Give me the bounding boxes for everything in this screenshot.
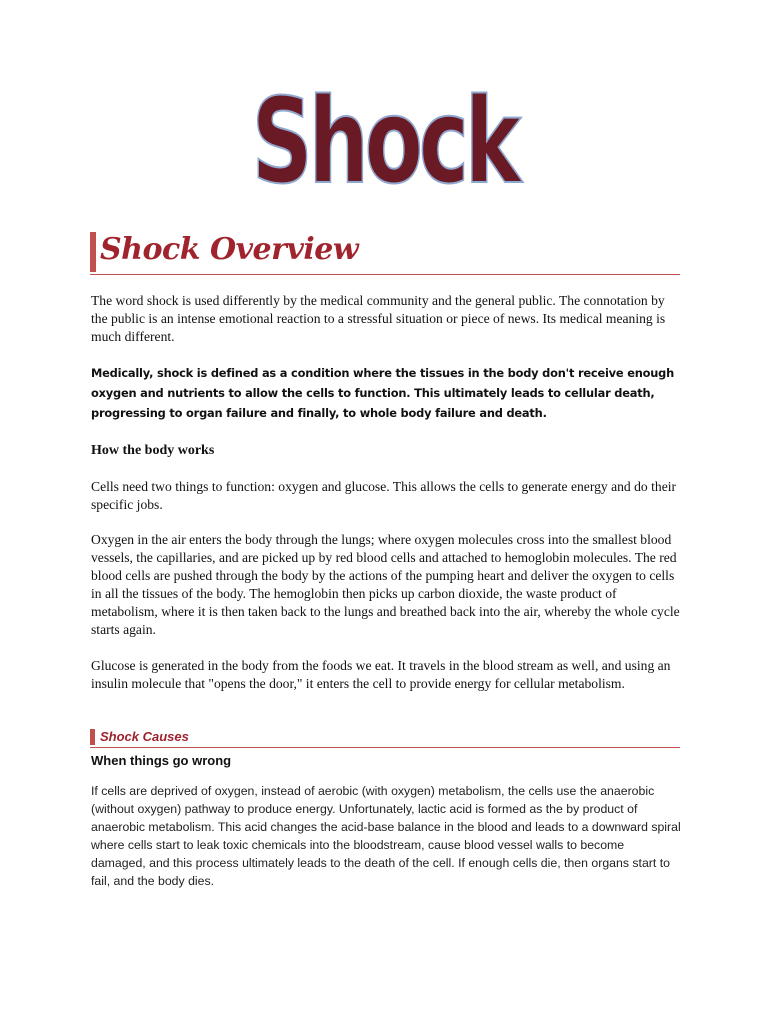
definition-paragraph: Medically, shock is defined as a condition where the tissues in the body don't receive enough oxygen and nutrients to allow the cells to function. This ultimately leads to cellular death, progressing to organ failure and finally, to whole body failure and death. [91, 366, 675, 420]
document-title: Shock [251, 72, 517, 210]
cells-paragraph: Cells need two things to function: oxygen and glucose. This allows the cells to generate energy and do their specific jobs. [91, 479, 677, 512]
when-things-go-wrong-heading: When things go wrong [91, 753, 232, 768]
how-body-works-heading: How the body works [91, 443, 215, 458]
intro-paragraph: The word shock is used differently by the medical community and the general public. The connotation by the public is an intense emotional reaction to a stressful situation or piece of news. Its medical meaning is much different. [91, 293, 666, 344]
causes-paragraph: If cells are deprived of oxygen, instead of aerobic (with oxygen) metabolism, the cells use the anaerobic (without oxygen) pathway to produce energy. Unfortunately, lactic acid is formed as the by product of anaerobic metabolism. This acid changes the acid-base balance in the blood and leads to a downward spiral where cells start to leak toxic chemicals into the bloodstream, cause blood vessel walls to become damaged, and this process ultimately leads to the death of the cell. If enough cells die, then organs start to fail, and the body dies. [91, 784, 681, 888]
heading-accent-bar [90, 729, 95, 745]
section-heading-overview [90, 230, 680, 275]
glucose-paragraph: Glucose is generated in the body from the foods we eat. It travels in the blood stream as well, and using an insulin molecule that "opens the door," it enters the cell to provide energy for cellular metabolism. [91, 658, 671, 691]
heading-overview-text: Shock Overview [100, 232, 359, 267]
section-heading-causes [90, 728, 680, 748]
heading-accent-bar [90, 232, 96, 272]
oxygen-paragraph: Oxygen in the air enters the body through the lungs; where oxygen molecules cross into the smallest blood vessels, the capillaries, and are picked up by red blood cells and attached to hemoglobin molecules. The red blood cells are pushed through the body by the actions of the pumping heart and deliver the oxygen to cells in all the tissues of the body. The hemoglobin then picks up carbon dioxide, the waste product of metabolism, where it is then taken back to the lungs and breathed back into the air, whereby the whole cycle starts again. [91, 532, 680, 637]
heading-causes-text: Shock Causes [100, 729, 189, 744]
